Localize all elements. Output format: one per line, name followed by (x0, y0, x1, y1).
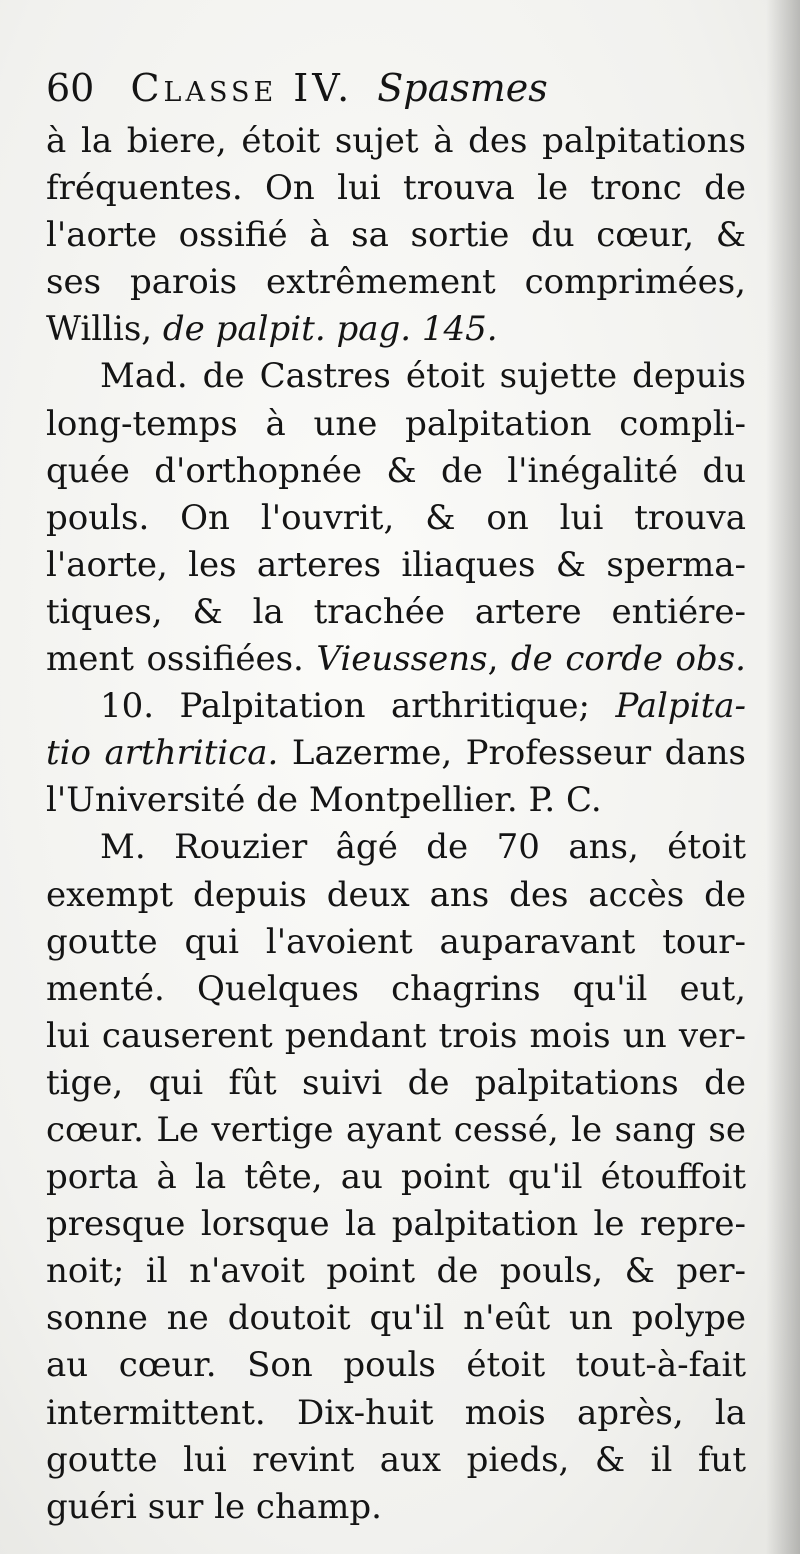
text-line: au cœur. Son pouls étoit tout-à-fait (46, 1345, 746, 1386)
text-line: tio arthritica. Lazerme, Professeur dans (46, 733, 746, 774)
text-line: exempt depuis deux ans des accès de (46, 874, 746, 915)
text-line: lui causerent pendant trois mois un ver- (46, 1015, 746, 1056)
body-text (46, 118, 746, 1531)
text-line: goutte qui l'avoient auparavant tour- (46, 921, 746, 962)
text-line: Willis, de palpit. pag. 145. (46, 309, 498, 350)
text-line: Mad. de Castres étoit sujette depuis (100, 356, 746, 397)
text-line: l'aorte, les arteres iliaques & sperma- (46, 544, 746, 585)
text-line: intermittent. Dix-huit mois après, la (46, 1392, 746, 1433)
text-line: goutte lui revint aux pieds, & il fut (46, 1439, 746, 1480)
author-name: Vieussens (316, 639, 488, 680)
text-line: à la biere, étoit sujet à des palpitations (46, 121, 746, 161)
section-title: Spasmes (377, 66, 548, 110)
page-number: 60 (46, 66, 95, 110)
text-line: sonne ne doutoit qu'il n'eût un polype (46, 1298, 746, 1339)
text-line: fréquentes. On lui trouva le tronc de (46, 168, 746, 209)
text-line: pouls. On l'ouvrit, & on lui trouva (46, 497, 746, 538)
text-line: l'Université de Montpellier. P. C. (46, 780, 602, 821)
text-line: l'aorte ossifié à sa sortie du cœur, & (46, 215, 746, 256)
text-line: tige, qui fût suivi de palpitations de (46, 1062, 746, 1103)
text-line: quée d'orthopnée & de l'inégalité du (46, 450, 746, 491)
text-line: tiques, & la trachée artere entiére- (46, 591, 746, 632)
running-header (46, 60, 746, 116)
citation: de corde obs. (510, 639, 746, 680)
text-line: long-temps à une palpitation compli- (46, 403, 746, 444)
text-line: guéri sur le champ. (46, 1486, 382, 1527)
text-line: presque lorsque la palpitation le repre- (46, 1204, 746, 1245)
text-line: M. Rouzier âgé de 70 ans, étoit (100, 827, 746, 868)
text-line: noit; il n'avoit point de pouls, & per- (46, 1251, 746, 1292)
text-line: ment ossifiées. Vieussens, de corde obs. (46, 639, 746, 680)
text-line: cœur. Le vertige ayant cessé, le sang se (46, 1109, 746, 1150)
page-shadow (766, 0, 800, 1554)
text-line: porta à la tête, au point qu'il étouffoit (46, 1157, 746, 1198)
latin-term: tio arthritica. (46, 733, 279, 774)
text-line: 10. Palpitation arthritique; Palpita- (100, 686, 746, 727)
class-label: Classe IV. (130, 66, 354, 110)
citation: de palpit. pag. 145. (162, 309, 498, 350)
text-line: menté. Quelques chagrins qu'il eut, (46, 968, 746, 1009)
latin-term: Palpita- (615, 686, 746, 727)
text-line: ses parois extrêmement comprimées, (46, 262, 746, 303)
